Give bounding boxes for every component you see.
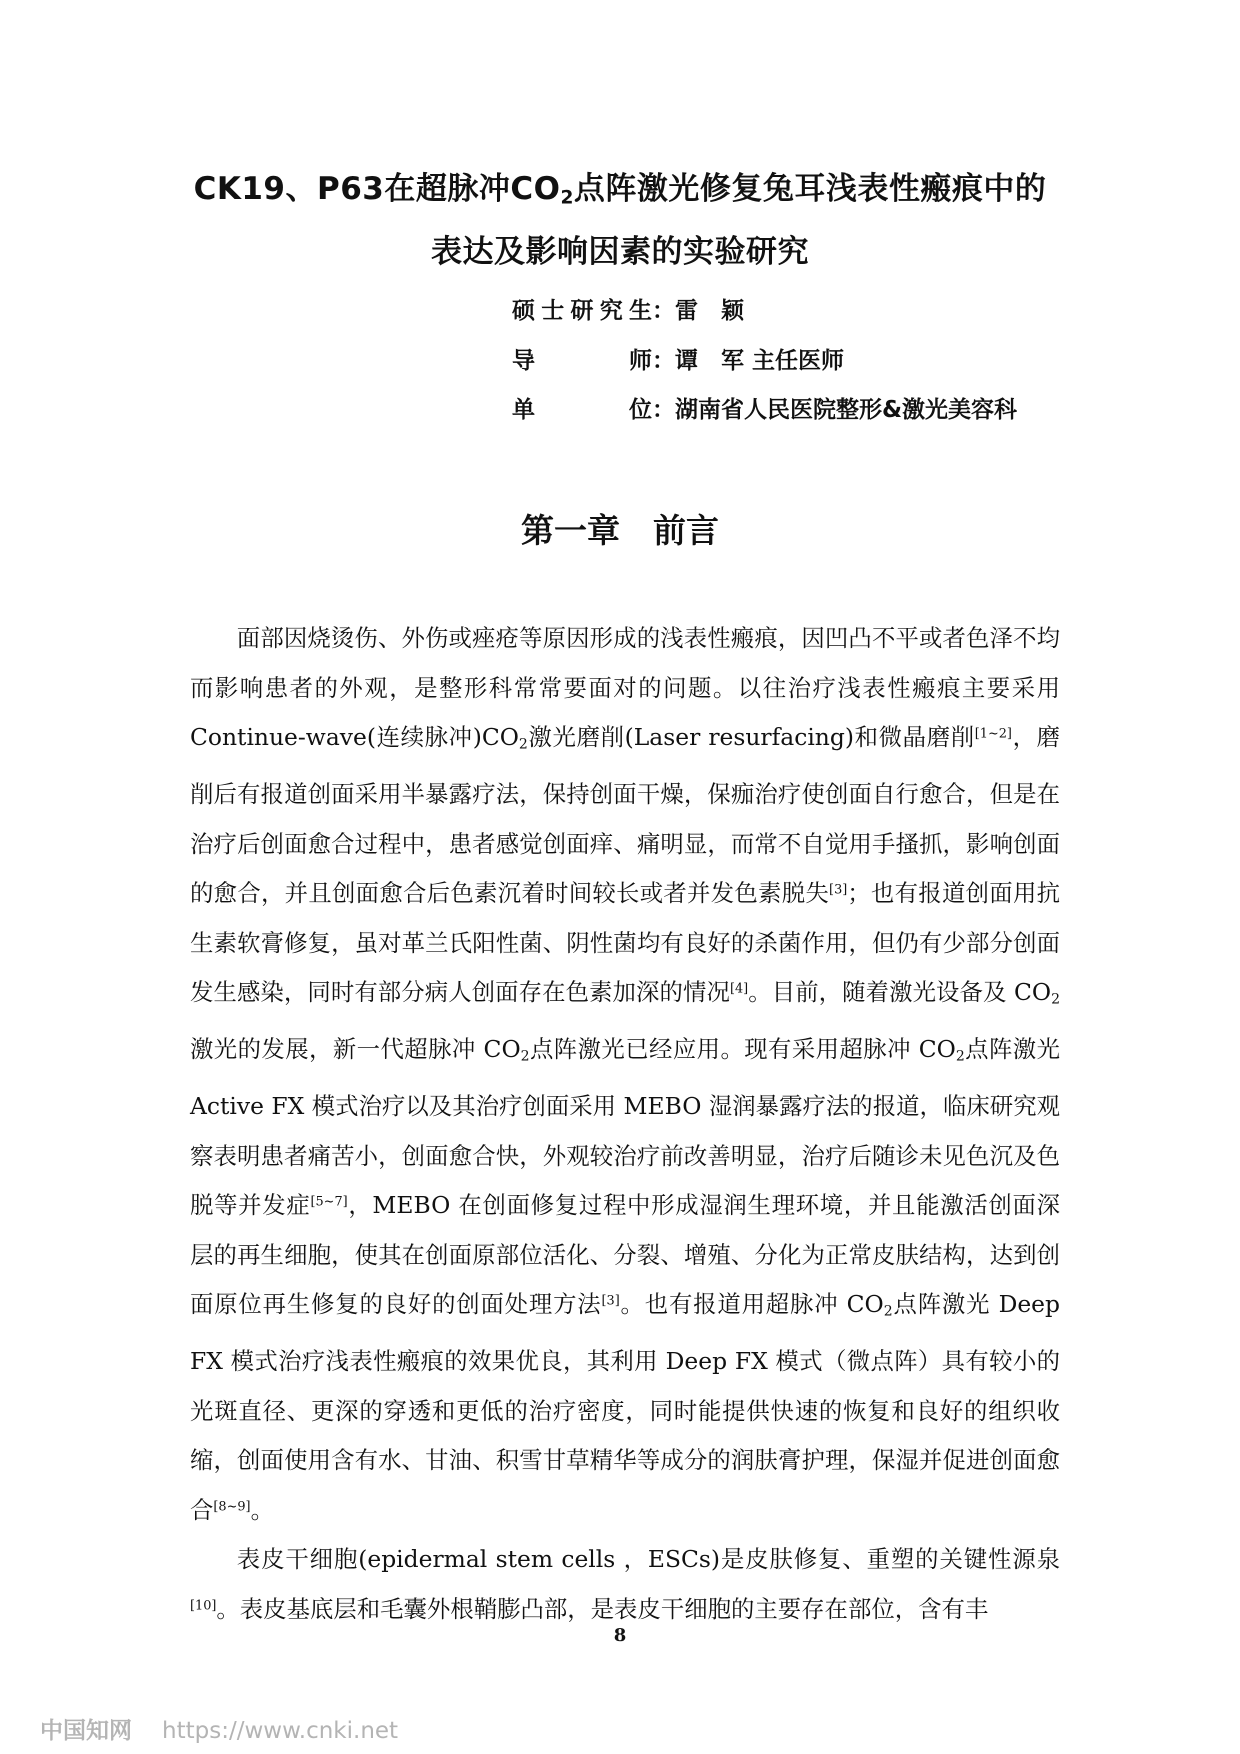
title-line-2: 表达及影响因素的实验研究 xyxy=(431,234,809,270)
citation: [8~9] xyxy=(213,1498,251,1514)
cnki-logo: 中国知网 xyxy=(40,1718,132,1744)
citation: [1~2] xyxy=(974,726,1012,742)
paragraph-1: 面部因烧烫伤、外伤或痤疮等原因形成的浅表性瘢痕，因凹凸不平或者色泽不均而影响患者的外观，是整形科常常要面对的问题。以往治疗浅表性瘢痕主要采用 Continue-wave(连续脉冲)$CO_2$激光磨削(Laser resurfacing)和微晶磨削[1~2]，磨削后有报道创面采用半暴露疗法，保持创面干燥，保痂治疗使创面自行愈合，但是在治疗后创面愈合过程中，患者感觉创面痒、痛明显，而常不自觉用手搔抓，影响创面的愈合，并且创面愈合后色素沉着时间较长或者并发色素脱失[3]；也有报道创面用抗生素软膏修复，虽对革兰氏阳性菌、阴性菌均有良好的杀菌作用，但仍有少部分创面发生感染，同时有部分病人创面存在色素加深的情况[4]。目前，随着激光设备及 $CO_2$激光的发展，新一代超脉冲 $CO_2$点阵激光已经应用。现有采用超脉冲 $CO_2$点阵激光 Active FX 模式治疗以及其治疗创面采用 MEBO 湿润暴露疗法的报道，临床研究观察表明患者痛苦小，创面愈合快，外观较治疗前改善明显，治疗后随诊未见色沉及色脱等并发症[5~7]，MEBO 在创面修复过程中形成湿润生理环境，并且能激活创面深层的再生细胞，使其在创面原部位活化、分裂、增殖、分化为正常皮肤结构，达到创面原位再生修复的良好的创面处理方法[3]。也有报道用超脉冲 $CO_2$点阵激光 Deep FX 模式治疗浅表性瘢痕的效果优良，其利用 Deep FX 模式（微点阵）具有较小的光斑直径、更深的穿透和更低的治疗密度，同时能提供快速的恢复和良好的组织收缩，创面使用含有水、甘油、积雪甘草精华等成分的润肤膏护理，保湿并促进创面愈合[8~9]。 xyxy=(190,624,1061,1524)
body-text xyxy=(190,614,1060,1634)
advisor-line: 导师：谭 军 主任医师 xyxy=(512,342,844,375)
page-number: 8 xyxy=(613,1625,627,1646)
advisor-name: 谭 军 主任医师 xyxy=(675,348,845,374)
title-line-1: CK19、P63在超脉冲$CO_2$点阵激光修复兔耳浅表性瘢痕中的 xyxy=(193,171,1047,209)
citation: [10] xyxy=(190,1597,217,1613)
unit-line: 单位：湖南省人民医院整形&激光美容科 xyxy=(512,391,1017,424)
student-name: 雷 颖 xyxy=(675,298,744,324)
student-label: 硕士研究生 xyxy=(512,298,652,324)
unit-name: 湖南省人民医院整形&激光美容科 xyxy=(675,397,1018,423)
cnki-url: https://www.cnki.net xyxy=(162,1718,399,1744)
citation: [4] xyxy=(729,981,749,997)
citation: [5~7] xyxy=(310,1194,348,1210)
paragraph-2: 表皮干细胞(epidermal stem cells ，ESCs)是皮肤修复、重塑的关键性源泉[10]。表皮基底层和毛囊外根鞘膨凸部，是表皮干细胞的主要存在部位，含有丰 xyxy=(190,1545,1060,1623)
chapter-heading: 第一章 前言 xyxy=(521,511,719,550)
student-line: 硕士研究生：雷 颖 xyxy=(512,292,744,325)
advisor-label: 导师 xyxy=(512,348,652,374)
citation: [3] xyxy=(601,1293,620,1309)
unit-label: 单位 xyxy=(512,397,652,423)
cnki-watermark xyxy=(40,1712,398,1745)
citation: [3] xyxy=(829,882,848,898)
